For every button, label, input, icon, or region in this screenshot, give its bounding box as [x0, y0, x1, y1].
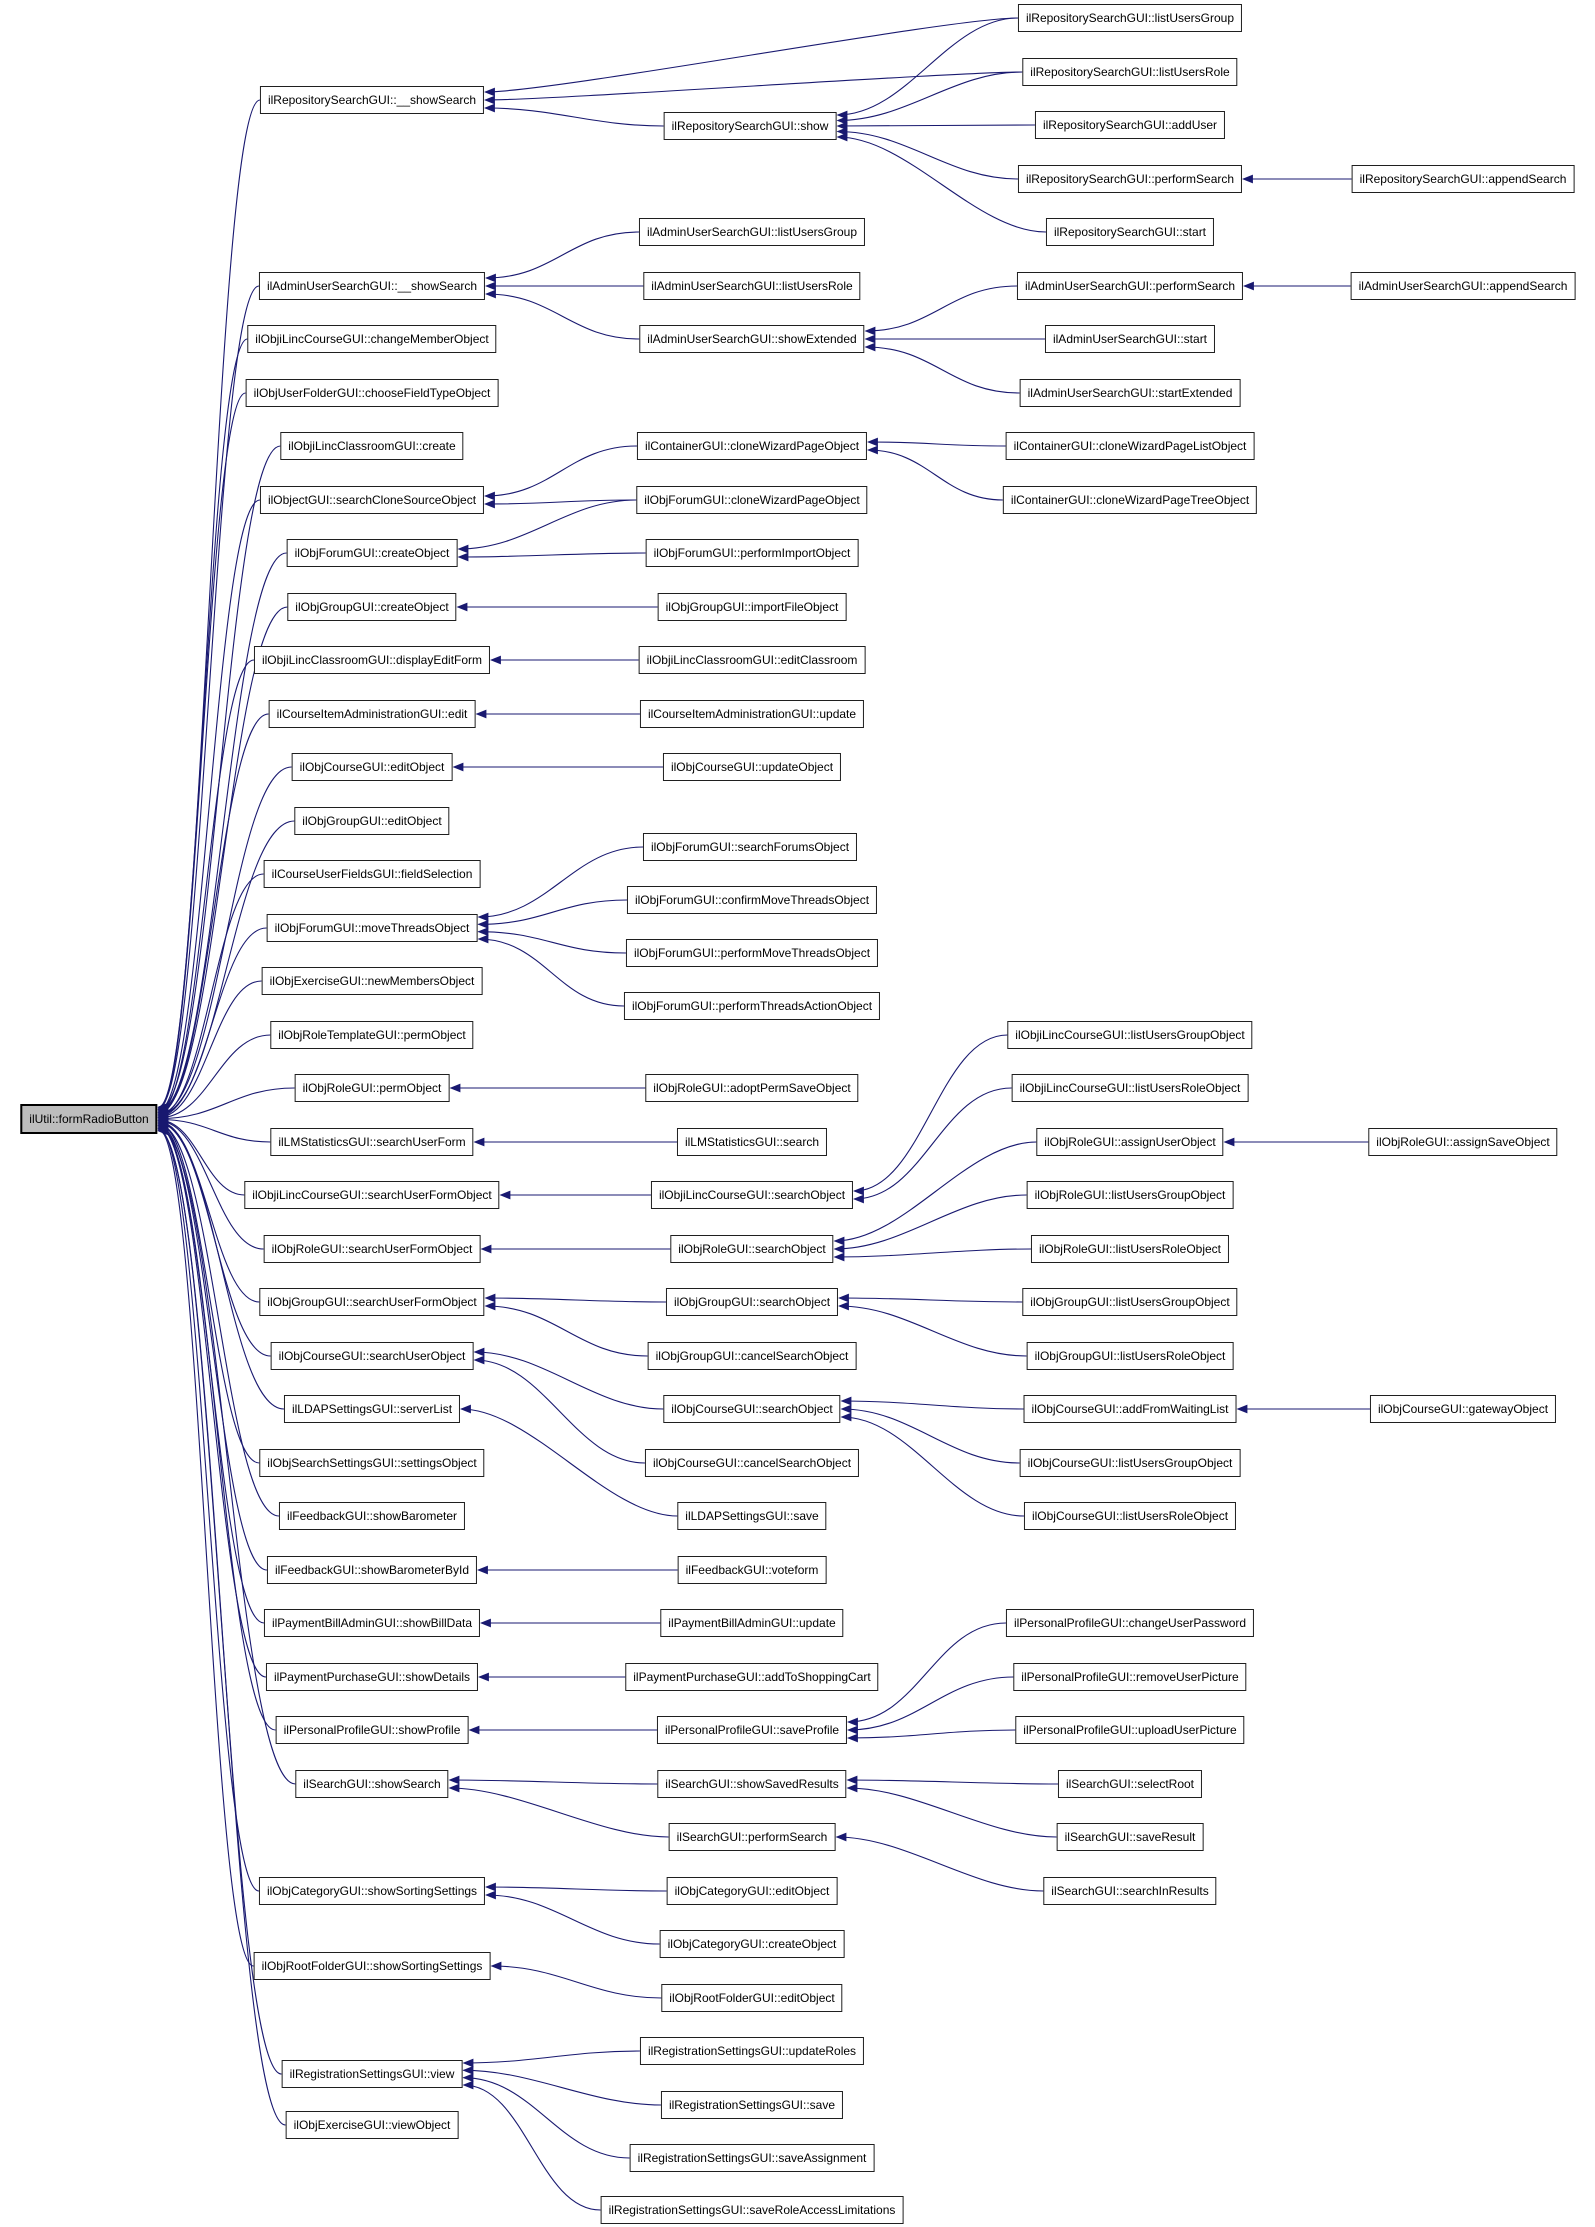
graph-node-c2-courseSearch[interactable]: ilObjCourseGUI::searchObject	[663, 1395, 840, 1423]
call-edge	[835, 1195, 1027, 1249]
graph-node-c2-rootEdit[interactable]: ilObjRootFolderGUI::editObject	[661, 1984, 842, 2012]
graph-node-c3-repoStart[interactable]: ilRepositorySearchGUI::start	[1046, 218, 1214, 246]
graph-node-c1-searchCloneSource[interactable]: ilObjectGUI::searchCloneSourceObject	[260, 486, 484, 514]
call-edge	[485, 108, 664, 126]
graph-node-c1-chooseFieldType[interactable]: ilObjUserFolderGUI::chooseFieldTypeObject	[246, 379, 499, 407]
call-edge	[842, 1401, 1024, 1409]
graph-node-c1-forumCreate[interactable]: ilObjForumGUI::createObject	[287, 539, 458, 567]
graph-node-c1-fieldSelection[interactable]: ilCourseUserFieldsGUI::fieldSelection	[264, 860, 481, 888]
call-edge	[848, 1730, 1016, 1738]
graph-node-c3-addFromWaiting[interactable]: ilObjCourseGUI::addFromWaitingList	[1024, 1395, 1237, 1423]
graph-node-c2-repoShow[interactable]: ilRepositorySearchGUI::show	[664, 112, 837, 140]
graph-node-c2-performThreadsAction[interactable]: ilObjForumGUI::performThreadsActionObject	[624, 992, 880, 1020]
graph-node-c1-showSearch[interactable]: ilSearchGUI::showSearch	[295, 1770, 448, 1798]
call-edge	[159, 1122, 260, 1302]
call-edge	[868, 442, 1006, 446]
graph-node-c3-adminPerformSearch[interactable]: ilAdminUserSearchGUI::performSearch	[1017, 272, 1243, 300]
call-edge	[464, 2051, 641, 2063]
graph-node-c3-selectRoot[interactable]: ilSearchGUI::selectRoot	[1058, 1770, 1202, 1798]
graph-node-c3-groupLURO[interactable]: ilObjGroupGUI::listUsersRoleObject	[1027, 1342, 1234, 1370]
call-edge	[486, 294, 640, 339]
graph-node-c1-moveThreads[interactable]: ilObjForumGUI::moveThreadsObject	[267, 914, 478, 942]
graph-node-c1-roleSUFO[interactable]: ilObjRoleGUI::searchUserFormObject	[264, 1235, 481, 1263]
graph-node-c2-ldapSave[interactable]: ilLDAPSettingsGUI::save	[677, 1502, 826, 1530]
graph-node-c1-rootSort[interactable]: ilObjRootFolderGUI::showSortingSettings	[254, 1952, 491, 1980]
call-edge	[464, 2085, 601, 2210]
call-edge	[159, 714, 269, 1114]
call-edge	[479, 900, 628, 924]
call-edge	[459, 500, 637, 549]
call-edge	[839, 1298, 1023, 1302]
graph-node-c3-roleLUGO[interactable]: ilObjRoleGUI::listUsersGroupObject	[1027, 1181, 1234, 1209]
call-edge	[486, 232, 639, 278]
graph-node-c2-adminLUG[interactable]: ilAdminUserSearchGUI::listUsersGroup	[639, 218, 865, 246]
graph-node-c3-lincLUGO[interactable]: ilObjiLincCourseGUI::listUsersGroupObject	[1007, 1021, 1252, 1049]
graph-node-c3-courseLUGO[interactable]: ilObjCourseGUI::listUsersGroupObject	[1020, 1449, 1241, 1477]
graph-node-c1-courseEdit[interactable]: ilObjCourseGUI::editObject	[292, 753, 453, 781]
graph-node-c3-searchInResults[interactable]: ilSearchGUI::searchInResults	[1043, 1877, 1216, 1905]
call-edge	[475, 1360, 646, 1463]
graph-node-c1-ciaEdit[interactable]: ilCourseItemAdministrationGUI::edit	[269, 700, 476, 728]
graph-node-c2-updateRoles[interactable]: ilRegistrationSettingsGUI::updateRoles	[640, 2037, 864, 2065]
graph-node-c1-newMembers[interactable]: ilObjExerciseGUI::newMembersObject	[262, 967, 483, 995]
graph-node-c3-changePwd[interactable]: ilPersonalProfileGUI::changeUserPassword	[1006, 1609, 1254, 1637]
graph-node-c2-groupSearch[interactable]: ilObjGroupGUI::searchObject	[666, 1288, 838, 1316]
call-edge	[464, 2078, 630, 2158]
graph-node-c3-lincLURO[interactable]: ilObjiLincCourseGUI::listUsersRoleObject	[1012, 1074, 1249, 1102]
call-edge	[835, 1142, 1037, 1241]
graph-node-c1-showBarometer[interactable]: ilFeedbackGUI::showBarometer	[279, 1502, 465, 1530]
call-edge	[837, 1837, 1044, 1891]
call-edge	[848, 1788, 1057, 1837]
graph-node-c1-regView[interactable]: ilRegistrationSettingsGUI::view	[282, 2060, 463, 2088]
call-edge	[159, 1130, 254, 1966]
graph-node-c3-repoPerformSearch[interactable]: ilRepositorySearchGUI::performSearch	[1018, 165, 1242, 193]
call-edge	[159, 1035, 271, 1118]
graph-node-c2-searchForums[interactable]: ilObjForumGUI::searchForumsObject	[643, 833, 857, 861]
graph-node-c1-changeMember[interactable]: ilObjiLincCourseGUI::changeMemberObject	[247, 325, 496, 353]
graph-node-c1-repoShowSearch[interactable]: ilRepositorySearchGUI::__showSearch	[260, 86, 484, 114]
graph-node-c3-adminStartExt[interactable]: ilAdminUserSearchGUI::startExtended	[1020, 379, 1241, 407]
call-edge	[838, 18, 1019, 115]
call-edge	[486, 1887, 667, 1891]
graph-node-root: ilUtil::formRadioButton	[20, 1104, 157, 1134]
graph-node-c3-repoLUR[interactable]: ilRepositorySearchGUI::listUsersRole	[1022, 58, 1237, 86]
graph-node-c2-saveAssignment[interactable]: ilRegistrationSettingsGUI::saveAssignment	[630, 2144, 875, 2172]
graph-node-c1-groupCreate[interactable]: ilObjGroupGUI::createObject	[287, 593, 456, 621]
call-edge	[479, 847, 644, 917]
graph-node-c2-billUpdate[interactable]: ilPaymentBillAdminGUI::update	[660, 1609, 843, 1637]
call-edge	[854, 1088, 1012, 1199]
graph-node-c3-cwpList[interactable]: ilContainerGUI::cloneWizardPageListObject	[1006, 432, 1255, 460]
graph-node-c3-repoAddUser[interactable]: ilRepositorySearchGUI::addUser	[1035, 111, 1225, 139]
call-edge	[159, 286, 260, 1108]
call-edge	[159, 500, 261, 1111]
graph-node-c4-repoAppend[interactable]: ilRepositorySearchGUI::appendSearch	[1352, 165, 1575, 193]
call-edge	[866, 286, 1018, 331]
graph-node-c1-catSort[interactable]: ilObjCategoryGUI::showSortingSettings	[259, 1877, 485, 1905]
graph-node-c2-adminLUR[interactable]: ilAdminUserSearchGUI::listUsersRole	[643, 272, 860, 300]
call-edge	[848, 1780, 1059, 1784]
graph-node-c2-roleSearch[interactable]: ilObjRoleGUI::searchObject	[670, 1235, 833, 1263]
call-edge	[450, 1788, 669, 1837]
graph-node-c4-adminAppend[interactable]: ilAdminUserSearchGUI::appendSearch	[1351, 272, 1576, 300]
graph-node-c2-addToCart[interactable]: ilPaymentPurchaseGUI::addToShoppingCart	[625, 1663, 878, 1691]
graph-node-c2-catCreate[interactable]: ilObjCategoryGUI::createObject	[660, 1930, 845, 1958]
graph-node-c1-lmSearchUserForm[interactable]: ilLMStatisticsGUI::searchUserForm	[270, 1128, 473, 1156]
call-edge	[459, 553, 646, 557]
call-edge	[485, 18, 1018, 92]
graph-node-c2-voteform[interactable]: ilFeedbackGUI::voteform	[678, 1556, 827, 1584]
call-edge	[486, 1895, 660, 1944]
graph-node-c1-settings[interactable]: ilObjSearchSettingsGUI::settingsObject	[259, 1449, 484, 1477]
graph-node-c3-saveResult[interactable]: ilSearchGUI::saveResult	[1057, 1823, 1204, 1851]
graph-node-c1-exView[interactable]: ilObjExerciseGUI::viewObject	[286, 2111, 459, 2139]
graph-node-c1-showBillData[interactable]: ilPaymentBillAdminGUI::showBillData	[264, 1609, 480, 1637]
graph-node-c2-editClassroom[interactable]: ilObjiLincClassroomGUI::editClassroom	[639, 646, 866, 674]
graph-node-c3-roleLURO[interactable]: ilObjRoleGUI::listUsersRoleObject	[1031, 1235, 1229, 1263]
call-edge	[842, 1409, 1020, 1463]
call-edge	[159, 874, 264, 1116]
graph-node-c2-adoptPermSave[interactable]: ilObjRoleGUI::adoptPermSaveObject	[645, 1074, 858, 1102]
graph-node-c2-courseCancel[interactable]: ilObjCourseGUI::cancelSearchObject	[645, 1449, 859, 1477]
graph-node-c2-groupCancel[interactable]: ilObjGroupGUI::cancelSearchObject	[648, 1342, 857, 1370]
call-edge	[159, 1127, 267, 1677]
graph-node-c1-lincCreate[interactable]: ilObjiLincClassroomGUI::create	[280, 432, 463, 460]
call-edge	[835, 1249, 1032, 1257]
graph-node-c2-groupImportFile[interactable]: ilObjGroupGUI::importFileObject	[658, 593, 847, 621]
graph-node-c1-showDetails[interactable]: ilPaymentPurchaseGUI::showDetails	[266, 1663, 478, 1691]
graph-node-c3-cwpTree[interactable]: ilContainerGUI::cloneWizardPageTreeObject	[1003, 486, 1257, 514]
graph-node-c2-regSave[interactable]: ilRegistrationSettingsGUI::save	[661, 2091, 843, 2119]
graph-node-c1-rtPerm[interactable]: ilObjRoleTemplateGUI::permObject	[270, 1021, 473, 1049]
call-edge	[838, 132, 1019, 180]
call-edge	[159, 1124, 260, 1463]
call-edge	[485, 446, 637, 496]
call-edge	[479, 939, 625, 1006]
graph-node-c2-catEdit[interactable]: ilObjCategoryGUI::editObject	[667, 1877, 838, 1905]
graph-node-c2-courseUpdate[interactable]: ilObjCourseGUI::updateObject	[663, 753, 841, 781]
call-edge	[159, 1127, 276, 1730]
call-edge	[839, 1306, 1027, 1356]
graph-node-c2-saveRoleAccess[interactable]: ilRegistrationSettingsGUI::saveRoleAccessLimitations	[601, 2196, 904, 2224]
graph-node-c1-groupEdit[interactable]: ilObjGroupGUI::editObject	[294, 807, 449, 835]
graph-node-c2-forumCWPO[interactable]: ilObjForumGUI::cloneWizardPageObject	[636, 486, 867, 514]
call-edge	[868, 450, 1003, 500]
graph-node-c2-lincSearch[interactable]: ilObjiLincCourseGUI::searchObject	[651, 1181, 853, 1209]
call-edge	[842, 1417, 1025, 1516]
call-edge	[475, 1352, 664, 1409]
call-edge	[450, 1780, 658, 1784]
call-edge	[486, 1306, 648, 1356]
graph-node-c2-contCWPO[interactable]: ilContainerGUI::cloneWizardPageObject	[637, 432, 867, 460]
graph-node-c2-lmSearch[interactable]: ilLMStatisticsGUI::search	[677, 1128, 827, 1156]
graph-node-c1-courseSUO[interactable]: ilObjCourseGUI::searchUserObject	[271, 1342, 474, 1370]
call-edge	[464, 2070, 662, 2105]
call-edge	[159, 553, 287, 1111]
call-edge	[486, 1298, 667, 1302]
graph-node-c1-serverList[interactable]: ilLDAPSettingsGUI::serverList	[284, 1395, 460, 1423]
graph-node-c3-removePic[interactable]: ilPersonalProfileGUI::removeUserPicture	[1013, 1663, 1246, 1691]
graph-node-c3-adminStart[interactable]: ilAdminUserSearchGUI::start	[1045, 325, 1215, 353]
graph-node-c3-uploadPic[interactable]: ilPersonalProfileGUI::uploadUserPicture	[1015, 1716, 1244, 1744]
graph-node-c1-lincSUFO[interactable]: ilObjiLincCourseGUI::searchUserFormObject	[244, 1181, 499, 1209]
graph-node-c2-performSearch[interactable]: ilSearchGUI::performSearch	[669, 1823, 836, 1851]
graph-node-c1-displayEditForm[interactable]: ilObjiLincClassroomGUI::displayEditForm	[254, 646, 490, 674]
call-edge	[854, 1035, 1008, 1191]
graph-node-c3-groupLUGO[interactable]: ilObjGroupGUI::listUsersGroupObject	[1022, 1288, 1237, 1316]
graph-node-c1-showBarometerById[interactable]: ilFeedbackGUI::showBarometerById	[267, 1556, 477, 1584]
graph-node-c1-rolePerm[interactable]: ilObjRoleGUI::permObject	[295, 1074, 450, 1102]
graph-node-c1-adminShowSearch[interactable]: ilAdminUserSearchGUI::__showSearch	[259, 272, 485, 300]
graph-node-c2-forumImport[interactable]: ilObjForumGUI::performImportObject	[646, 539, 859, 567]
graph-node-c2-showSavedResults[interactable]: ilSearchGUI::showSavedResults	[657, 1770, 846, 1798]
graph-node-c1-showProfile[interactable]: ilPersonalProfileGUI::showProfile	[276, 1716, 469, 1744]
call-edge	[838, 125, 1036, 126]
graph-node-c4-assignSave[interactable]: ilObjRoleGUI::assignSaveObject	[1368, 1128, 1557, 1156]
call-edge	[492, 1966, 662, 1998]
graph-node-c1-groupSUFO[interactable]: ilObjGroupGUI::searchUserFormObject	[259, 1288, 484, 1316]
call-edge	[866, 347, 1020, 393]
graph-node-c4-gateway[interactable]: ilObjCourseGUI::gatewayObject	[1370, 1395, 1556, 1423]
graph-node-c2-adminShowExt[interactable]: ilAdminUserSearchGUI::showExtended	[639, 325, 864, 353]
call-edge	[838, 137, 1047, 232]
graph-node-c2-confirmMove[interactable]: ilObjForumGUI::confirmMoveThreadsObject	[627, 886, 877, 914]
call-edge	[485, 72, 1023, 100]
call-edge	[159, 1129, 260, 1891]
graph-node-c2-ciaUpdate[interactable]: ilCourseItemAdministrationGUI::update	[640, 700, 864, 728]
graph-node-c3-repoLUG[interactable]: ilRepositorySearchGUI::listUsersGroup	[1018, 4, 1242, 32]
graph-node-c2-performMove[interactable]: ilObjForumGUI::performMoveThreadsObject	[626, 939, 878, 967]
graph-node-c3-courseLURO[interactable]: ilObjCourseGUI::listUsersRoleObject	[1024, 1502, 1236, 1530]
graph-node-c2-saveProfile[interactable]: ilPersonalProfileGUI::saveProfile	[657, 1716, 847, 1744]
graph-node-c3-assignUser[interactable]: ilObjRoleGUI::assignUserObject	[1036, 1128, 1223, 1156]
